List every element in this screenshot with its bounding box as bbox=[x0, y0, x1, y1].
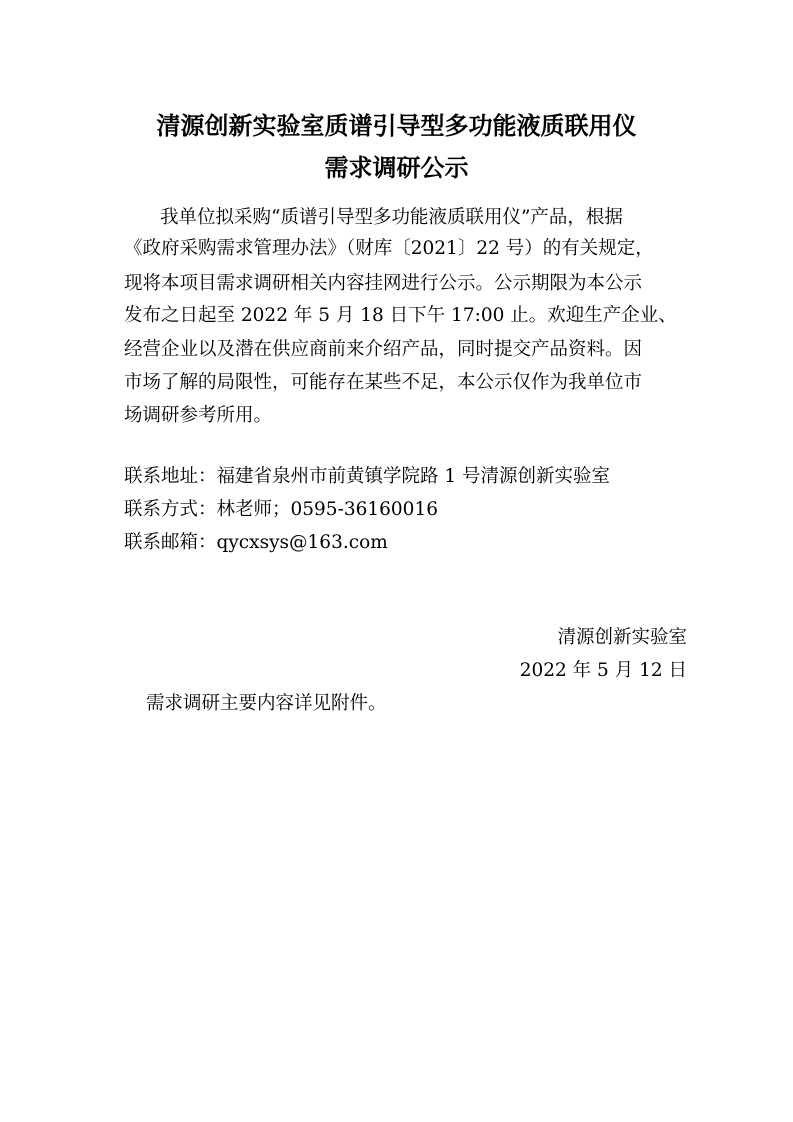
body-paragraph-line: 市场了解的局限性，可能存在某些不足，本公示仅作为我单位市 bbox=[124, 372, 643, 393]
body-paragraph-line: 经营企业以及潜在供应商前来介绍产品，同时提交产品资料。因 bbox=[124, 339, 643, 360]
attachment-note: 需求调研主要内容详见附件。 bbox=[146, 693, 387, 714]
contact-email: 联系邮箱：qycxsys@163.com bbox=[124, 532, 388, 553]
body-paragraph-line: 《政府采购需求管理办法》（财库〔2021〕22 号）的有关规定， bbox=[124, 238, 654, 259]
document-title-line-2: 需求调研公示 bbox=[324, 154, 469, 182]
contact-phone: 联系方式：林老师；0595-36160016 bbox=[124, 499, 438, 520]
contact-address: 联系地址：福建省泉州市前黄镇学院路 1 号清源创新实验室 bbox=[124, 466, 611, 487]
body-paragraph-line: 现将本项目需求调研相关内容挂网进行公示。公示期限为本公示 bbox=[124, 273, 643, 294]
body-paragraph-line: 场调研参考所用。 bbox=[124, 405, 273, 426]
signature-date: 2022 年 5 月 12 日 bbox=[519, 660, 687, 681]
body-paragraph-line: 我单位拟采购“质谱引导型多功能液质联用仪”产品，根据 bbox=[160, 207, 623, 228]
document-title-line-1: 清源创新实验室质谱引导型多功能液质联用仪 bbox=[156, 112, 637, 140]
signature-organization: 清源创新实验室 bbox=[557, 627, 687, 648]
body-paragraph-line: 发布之日起至 2022 年 5 月 18 日下午 17:00 止。欢迎生产企业、 bbox=[124, 305, 677, 326]
